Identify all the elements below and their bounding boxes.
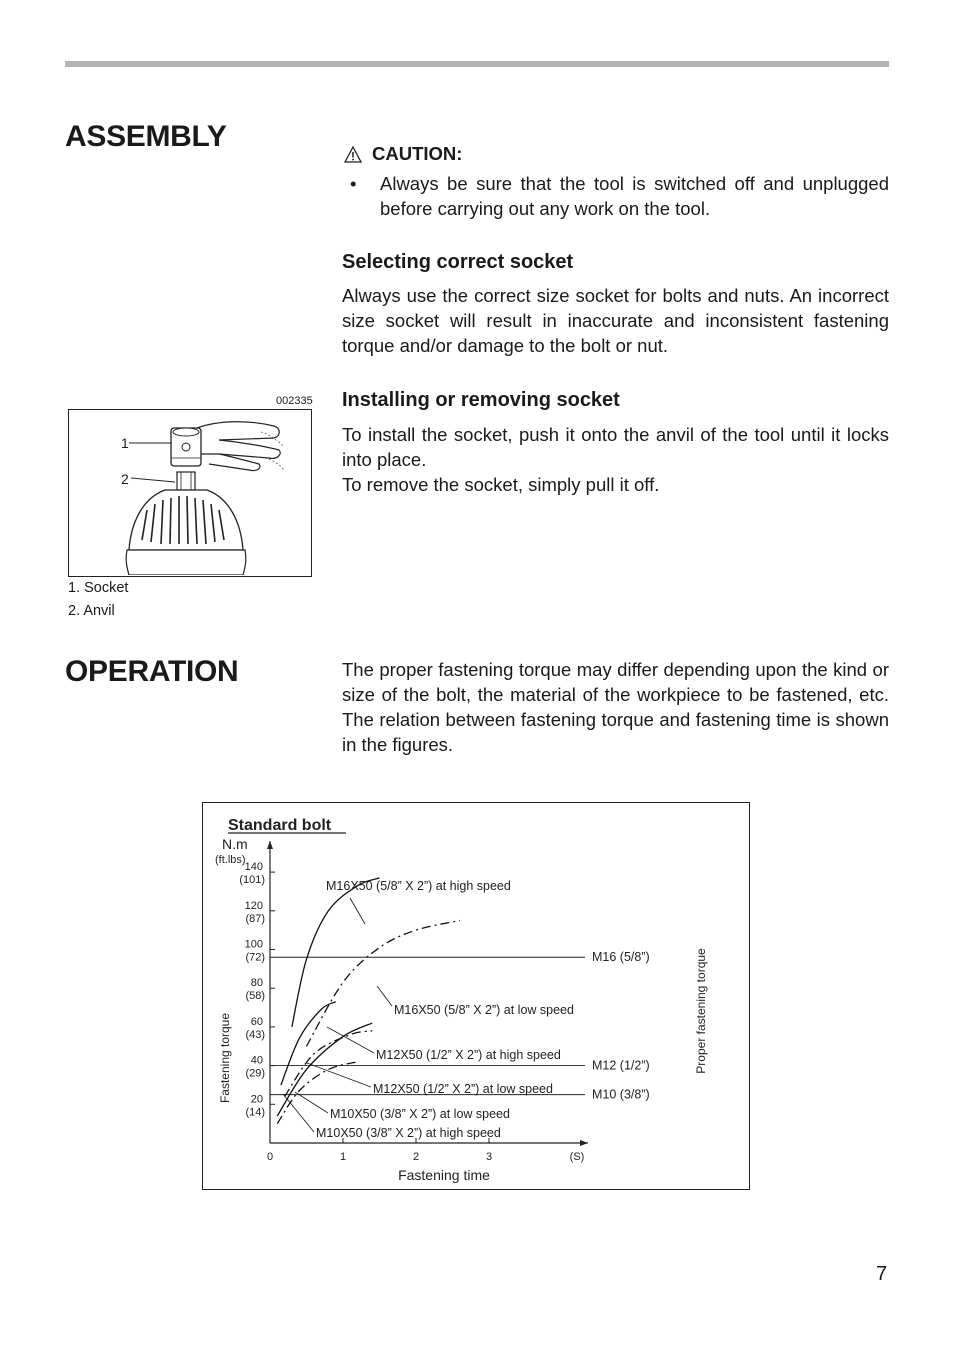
y-unit-secondary-label: (ft.lbs) — [215, 854, 246, 866]
y-tick-label: 40 — [250, 1054, 263, 1067]
series-leader-line — [327, 1027, 374, 1053]
y-tick-label: 80 — [250, 977, 263, 990]
reference-line-label: M10 (3/8”) — [592, 1087, 650, 1102]
y-axis-title: Fastening torque — [218, 1012, 232, 1104]
y-tick-sublabel: (87) — [245, 912, 265, 925]
torque-chart — [202, 802, 750, 1190]
series-leader-line — [307, 1063, 371, 1087]
x-tick-label: 1 — [339, 1151, 347, 1163]
y-tick-sublabel: (72) — [245, 951, 265, 964]
operation-heading: OPERATION — [65, 655, 239, 688]
torque-chart-svg — [203, 803, 748, 1188]
y-tick-label: 20 — [250, 1093, 263, 1106]
caution-bullet-text: Always be sure that the tool is switched off and unplugged before carrying out any work on the tool. — [380, 173, 889, 219]
installing-socket-heading: Installing or removing socket — [342, 389, 620, 411]
series-line — [307, 920, 460, 1046]
operation-text: The proper fastening torque may differ depending upon the kind or size of the bolt, the material of the workpiece to be fastened, etc. The relation between fastening torque and fastening time is shown in the figures. — [342, 659, 889, 755]
y-tick-label: 120 — [244, 899, 263, 912]
callout-1: 1 — [121, 435, 129, 451]
x-tick-label: 3 — [485, 1151, 493, 1163]
removing-socket-text: To remove the socket, simply pull it off. — [342, 474, 660, 495]
series-label: M12X50 (1/2” X 2”) at low speed — [373, 1082, 553, 1096]
y-tick-label: 140 — [244, 861, 263, 874]
figure-code: 002335 — [276, 395, 313, 407]
y-tick-sublabel: (14) — [245, 1106, 265, 1119]
bullet-mark: • — [350, 173, 357, 194]
x-tick-label: 2 — [412, 1151, 420, 1163]
x-tick-label: 0 — [266, 1151, 274, 1163]
y-tick-sublabel: (43) — [245, 1028, 265, 1041]
socket-figure — [68, 409, 312, 577]
x-axis-arrow — [580, 1140, 588, 1146]
legend-socket: 1. Socket — [68, 580, 129, 596]
selecting-socket-text: Always use the correct size socket for bolts and nuts. An incorrect size socket will result in inaccurate and inconsistent fastening torque and/or damage to the bolt or nut. — [342, 285, 889, 356]
series-label: M10X50 (3/8” X 2”) at high speed — [316, 1126, 501, 1140]
series-label: M16X50 (5/8” X 2”) at high speed — [326, 879, 511, 893]
series-leader-line — [377, 986, 392, 1006]
series-label: M10X50 (3/8” X 2”) at low speed — [330, 1107, 510, 1121]
legend-anvil: 2. Anvil — [68, 603, 115, 619]
series-label: M16X50 (5/8” X 2”) at low speed — [394, 1003, 574, 1017]
y-axis-arrow — [267, 841, 273, 849]
y-unit-label: N.m — [222, 836, 248, 852]
socket-anvil-illustration — [69, 410, 310, 575]
y-tick-label: 100 — [244, 938, 263, 951]
reference-line-label: M16 (5/8”) — [592, 950, 650, 965]
chart-title: Standard bolt — [228, 817, 332, 834]
x-unit-label: (S) — [569, 1151, 585, 1163]
right-axis-title: Proper fastening torque — [694, 948, 708, 1074]
page-number: 7 — [876, 1263, 888, 1285]
y-tick-sublabel: (101) — [239, 874, 265, 887]
installing-socket-text: To install the socket, push it onto the anvil of the tool until it locks into place. — [342, 424, 889, 470]
y-tick-sublabel: (29) — [245, 1067, 265, 1080]
y-tick-sublabel: (58) — [245, 990, 265, 1003]
series-leader-line — [295, 1092, 328, 1113]
y-tick-label: 60 — [250, 1015, 263, 1028]
caution-text-label: CAUTION: — [372, 143, 463, 164]
caution-bullet — [350, 171, 889, 221]
series-leader-line — [350, 898, 365, 924]
assembly-heading: ASSEMBLY — [65, 120, 227, 153]
callout-2: 2 — [121, 471, 129, 487]
series-line — [292, 878, 380, 1027]
warning-triangle-icon — [344, 146, 362, 163]
caution-label — [344, 143, 462, 165]
reference-line-label: M12 (1/2”) — [592, 1058, 650, 1073]
series-label: M12X50 (1/2” X 2”) at high speed — [376, 1048, 561, 1062]
series-leader-line — [283, 1094, 314, 1132]
x-axis-title: Fastening time — [398, 1167, 490, 1183]
selecting-socket-heading: Selecting correct socket — [342, 251, 574, 273]
top-rule — [65, 61, 889, 67]
